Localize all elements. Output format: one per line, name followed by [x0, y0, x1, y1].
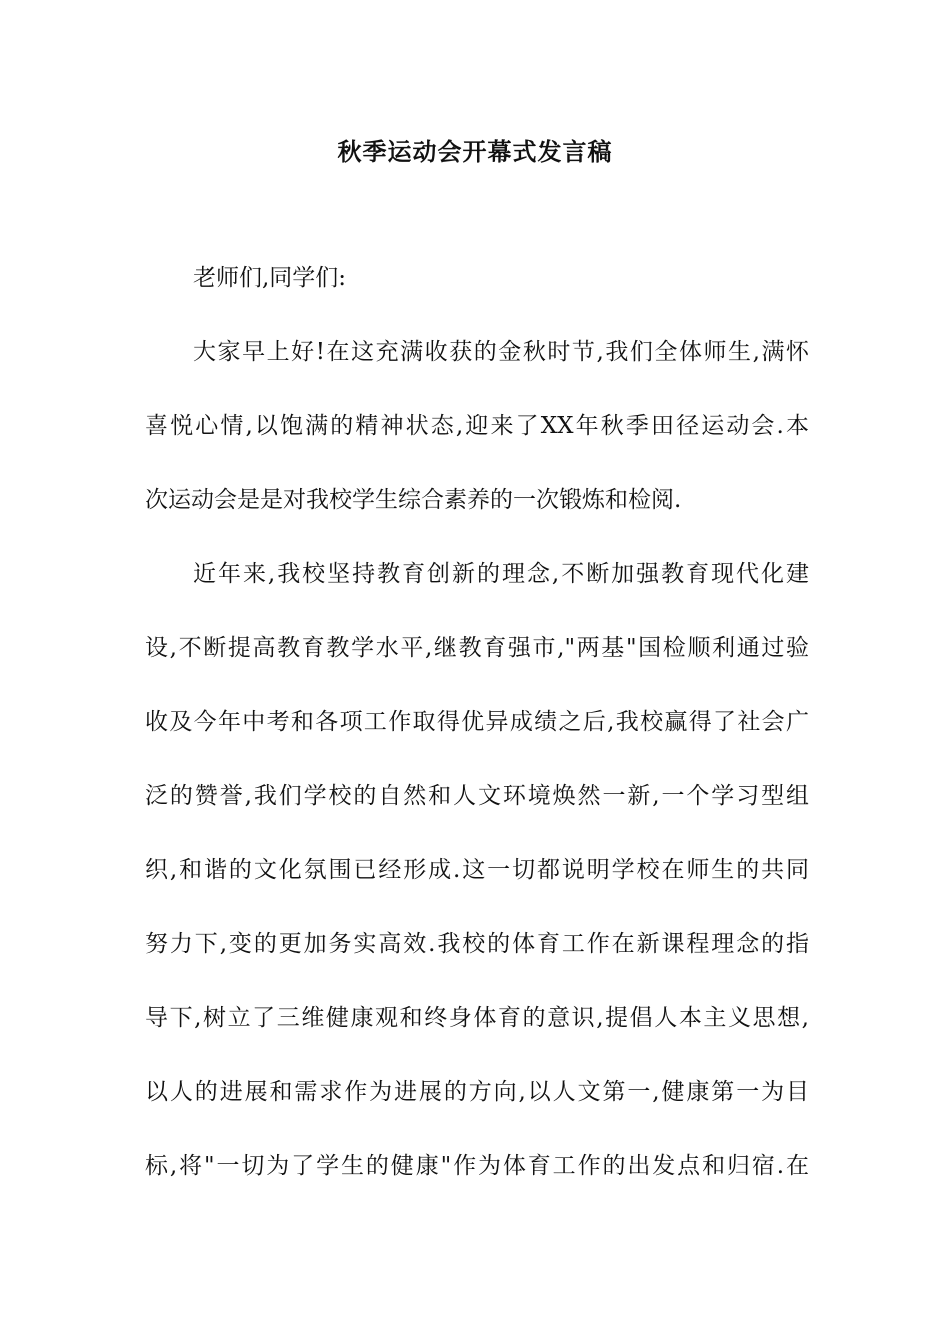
paragraph-line: 以人的进展和需求作为进展的方向,以人文第一,健康第一为目 — [145, 1079, 809, 1105]
paragraph-line: 近年来,我校坚持教育创新的理念,不断加强教育现代化建 — [193, 561, 809, 587]
paragraph-line: 设,不断提高教育教学水平,继教育强市,"两基"国检顺利通过验 — [145, 635, 809, 661]
paragraph-line: 织,和谐的文化氛围已经形成.这一切都说明学校在师生的共同 — [145, 857, 809, 883]
paragraph-line: 导下,树立了三维健康观和终身体育的意识,提倡人本主义思想, — [145, 1005, 809, 1031]
paragraph-line: 喜悦心情,以饱满的精神状态,迎来了XX年秋季田径运动会.本 — [145, 413, 809, 439]
paragraph-line: 次运动会是是对我校学生综合素养的一次锻炼和检阅. — [145, 487, 682, 513]
paragraph-line: 大家早上好!在这充满收获的金秋时节,我们全体师生,满怀 — [193, 339, 809, 365]
document-title: 秋季运动会开幕式发言稿 — [337, 138, 613, 166]
paragraph-line: 努力下,变的更加务实高效.我校的体育工作在新课程理念的指 — [145, 931, 809, 957]
document-body — [145, 256, 809, 1218]
paragraph-line: 标,将"一切为了学生的健康"作为体育工作的出发点和归宿.在 — [145, 1153, 809, 1179]
salutation-line: 老师们,同学们: — [193, 265, 347, 291]
paragraph-line: 泛的赞誉,我们学校的自然和人文环境焕然一新,一个学习型组 — [145, 783, 809, 809]
paragraph-line: 收及今年中考和各项工作取得优异成绩之后,我校赢得了社会广 — [145, 709, 809, 735]
